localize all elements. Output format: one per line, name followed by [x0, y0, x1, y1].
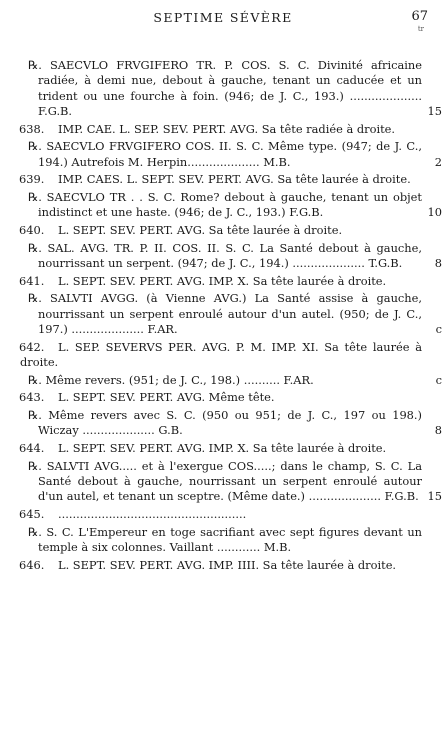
entry-text: ℞. SAECVLO TR . . S. C. Rome? debout à gauche, tenant un objet indistinct et une haste. (946; de J. C., 193.) F.G.B. [28, 189, 422, 220]
running-header [0, 6, 446, 33]
entry-text: IMP. CAES. L. SEPT. SEV. PERT. AVG. Sa tête laurée à droite. [58, 172, 411, 187]
obverse-entry [20, 441, 422, 456]
rarity-value: 2 [434, 154, 442, 169]
obverse-entry [20, 274, 422, 289]
coin-catalog-entries [19, 58, 442, 575]
reverse-entry [20, 372, 442, 388]
entry-text: ℞. SAECVLO FRVGIFERO TR. P. COS. S. C. Divinité africaine radiée, à demi nue, debout à gauche, tenant un caducée et un trident ou une fourche à foin. (946; de J. C., 193.) .................... F.G.B. [28, 58, 422, 118]
page-title: SEPTIME SÉVÈRE [153, 10, 293, 25]
entry-number: 639. [19, 172, 45, 187]
page-number: 67 [411, 9, 428, 24]
entry-text: L. SEPT. SEV. PERT. AVG. Sa tête laurée à droite. [58, 222, 343, 237]
rarity-value: 8 [434, 255, 442, 270]
reverse-entry [20, 525, 422, 556]
entry-number: 642. [19, 339, 45, 354]
entry-text: ℞. Même revers. (951; de J. C., 198.) .......... F.AR. [28, 372, 314, 387]
obverse-entry [20, 390, 422, 405]
entry-text: L. SEP. SEVERVS PER. AVG. P. M. IMP. XI. Sa tête laurée à droite. [20, 339, 422, 369]
obverse-entry [20, 122, 422, 137]
reverse-entry [20, 458, 442, 505]
entry-number: 646. [19, 557, 45, 572]
reverse-entry [20, 291, 442, 337]
reverse-entry [20, 189, 442, 221]
entry-number: 641. [19, 273, 45, 288]
reverse-entry [20, 58, 442, 119]
reverse-entry [20, 240, 442, 272]
obverse-entry [20, 558, 422, 573]
entry-number: 644. [19, 440, 45, 455]
rarity-value: 15 [427, 103, 442, 118]
obverse-entry [20, 223, 422, 238]
entry-text: ℞. SALVTI AVG..... et à l'exergue COS.....; dans le champ, S. C. La Santé debout à gauche, nourrissant un serpent enroulé autour d'un autel, et tenant un sceptre. (Même date.) .................... F.G.B. [28, 458, 422, 504]
entry-number: 645. [19, 506, 45, 521]
rarity-value: c [435, 372, 442, 387]
entry-text: ℞. SAL. AVG. TR. P. II. COS. II. S. C. La Santé debout à gauche, nourrissant un serpent. (947; de J. C., 194.) .................... T.G.B. [28, 240, 422, 270]
entry-text: ℞. SALVTI AVGG. (à Vienne AVG.) La Santé assise à gauche, nourrissant un serpent enroulé autour d'un autel. (950; de J. C., 197.) .................... F.AR. [28, 291, 422, 336]
signature-mark: tr [417, 25, 424, 33]
entry-text: L. SEPT. SEV. PERT. AVG. IMP. X. Sa tête laurée à droite. [58, 440, 387, 455]
obverse-entry [20, 507, 422, 522]
entry-text: .................................................... [58, 506, 247, 521]
entry-number: 643. [19, 390, 45, 405]
entry-text: ℞. S. C. L'Empereur en toge sacrifiant avec sept figures devant un temple à six colonnes. Vaillant ............ M.B. [28, 524, 422, 554]
entry-text: ℞. SAECVLO FRVGIFERO COS. II. S. C. Même type. (947; de J. C., 194.) Autrefois M. Herpin.................... M.B. [28, 139, 422, 169]
rarity-value: 10 [427, 205, 442, 220]
rarity-value: 15 [427, 489, 442, 504]
reverse-entry [20, 407, 442, 439]
entry-text: L. SEPT. SEV. PERT. AVG. IMP. IIII. Sa tête laurée à droite. [58, 557, 397, 572]
entry-number: 640. [19, 222, 45, 237]
entry-text: ℞. Même revers avec S. C. (950 ou 951; de J. C., 197 ou 198.) Wiczay .................... G.B. [28, 407, 422, 438]
entry-text: L. SEPT. SEV. PERT. AVG. IMP. X. Sa tête laurée à droite. [58, 273, 387, 288]
entry-text: L. SEPT. SEV. PERT. AVG. Même tête. [58, 390, 275, 405]
rarity-value: c [435, 321, 442, 336]
rarity-value: 8 [434, 423, 442, 438]
obverse-entry [20, 172, 422, 187]
entry-text: IMP. CAE. L. SEP. SEV. PERT. AVG. Sa tête radiée à droite. [58, 121, 396, 136]
obverse-entry [20, 340, 422, 371]
reverse-entry [20, 139, 442, 170]
entry-number: 638. [19, 121, 45, 136]
